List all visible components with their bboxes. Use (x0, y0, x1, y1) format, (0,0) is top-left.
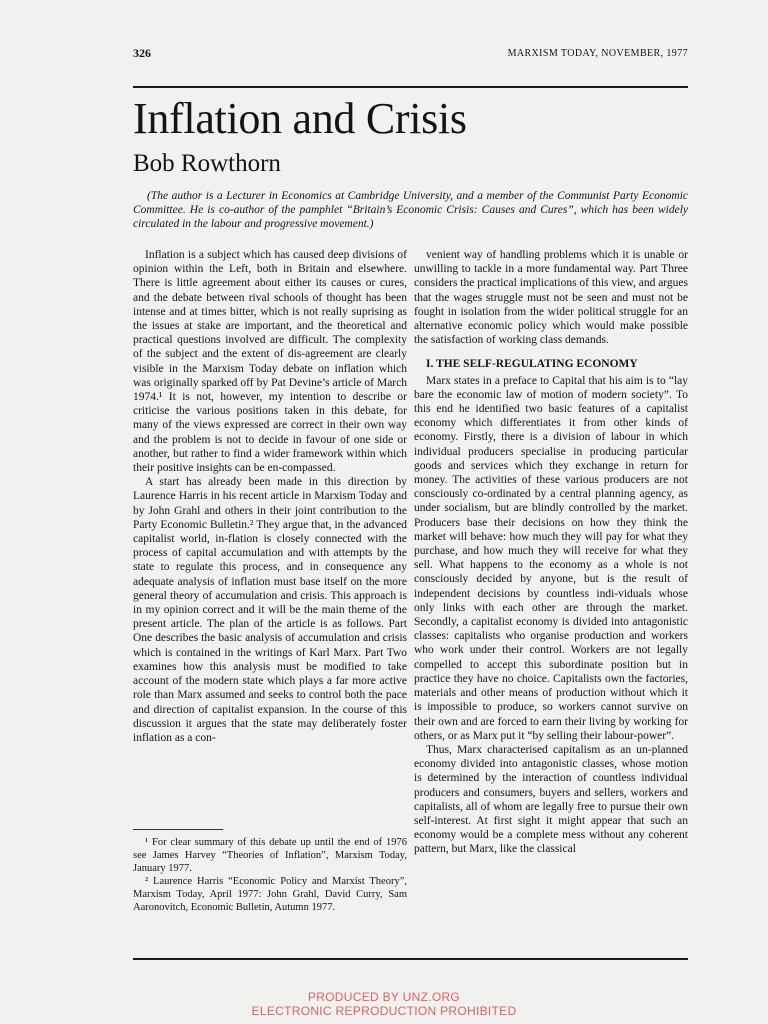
footnote: ² Laurence Harris “Economic Policy and Marxist Theory”, Marxism Today, April 1977: John Grahl, David Curry, Sam Aaronovitch, Economic Bulletin, Autumn 1977. (133, 876, 407, 913)
watermark-line: PRODUCED BY UNZ.ORG (307, 990, 461, 1004)
author-note: (The author is a Lecturer in Economics at Cambridge University, and a member of the Communist Party Economic Committee. He is co-author of the pamphlet “Britain’s Economic Crisis: Causes and Cures”, which has been widely circulated in the labour and progressive movement.) (133, 190, 688, 230)
body-paragraph: Inflation is a subject which has caused deep divisions of opinion within the Left, both in Britain and elsewhere. There is little agreement about either its causes or cures, and the debate between rival schools of thought has been intense and at times bitter, which is not really suprising as the issues at stake are important, and the theoretical and practical questions involved are difficult. The complexity of the subject and the extent of dis-agreement are clearly visible in the Marxism Today debate on inflation which was originally sparked off by Pat Devine’s article of March 1974.¹ It is not, however, my intention to describe or criticise the various positions taken in this debate, for many of the views expressed are correct in their own way and the problem is not to decide in favour of one side or another, but rather to find a wider framework within which their positive insights can be en-compassed. (133, 249, 407, 475)
left-column (133, 248, 407, 745)
body-paragraph: venient way of handling problems which it is unable or unwilling to tackle in a more fundamental way. Part Three considers the practical implications of this view, and argues that the wages struggle must not be seen and must not be fought in isolation from the wider political struggle for an alternative economic policy which would make possible the satisfaction of working class demands. (414, 249, 689, 347)
top-rule (133, 86, 688, 88)
section-heading: I. THE SELF-REGULATING ECONOMY (426, 358, 638, 371)
running-head: MARXISM TODAY, NOVEMBER, 1977 (507, 48, 688, 59)
article-author: Bob Rowthorn (133, 150, 281, 177)
footnote-rule (133, 829, 223, 830)
bottom-rule (133, 958, 688, 960)
body-paragraph: A start has already been made in this direction by Laurence Harris in his recent article in Marxism Today and by John Grahl and others in their joint contribution to the Party Economic Bulletin.² They argue that, in the advanced capitalist world, in-flation is closely connected with the process of capital accumulation and with attempts by the state to regulate this process, and in consequence any adequate analysis of inflation must base itself on the more general theory of accumulation and crisis. This approach is in my opinion correct and it will be the main theme of the present article. The plan of the article is as follows. Part One describes the basic analysis of accumulation and crisis which is contained in the writings of Karl Marx. Part Two examines how this analysis must be modified to take account of the modern state which plays a far more active role than Marx assumed and seeks to control both the pace and direction of capitalist expansion. In the course of this discussion it argues that the state may deliberately foster inflation as a con- (133, 476, 407, 744)
body-paragraph: Thus, Marx characterised capitalism as an un-planned economy divided into antagonistic classes, whose motion is determined by the interaction of countless individual producers and consumers, buyers and sellers, workers and capitalists, all of whom are legally free to pursue their own self-interest. At first sight it might appear that such an economy would be a complete mess without any coherent pattern, but Marx, like the classical (414, 743, 688, 856)
footnote: ¹ For clear summary of this debate up until the end of 1976 see James Harvey “Theories of Inflation”, Marxism Today, January 1977. (133, 837, 407, 874)
watermark-line: ELECTRONIC REPRODUCTION PROHIBITED (251, 1004, 517, 1018)
right-column (414, 248, 688, 857)
page-number: 326 (133, 46, 151, 60)
body-paragraph: Marx states in a preface to Capital that his aim is to “lay bare the economic law of motion of modern society”. To this end he identified two basic features of a capitalist economy which differentiates it from other kinds of economy. Firstly, there is a division of labour in which individual producers specialise in producing particular goods and services which they exchange in return for money. The activities of these various producers are not consciously co-ordinated by a central planning agency, as under socialism, but are blindly controlled by the market. Producers base their decisions on how they think the market will behave: how much they will pay for what they purchase, and how much they will receive for what they sell. What happens to the economy as a whole is not consciously decided by anyone, but is the result of independent decisions by countless indi-viduals whose only links with each other are through the market. Secondly, a capitalist economy is divided into antagonistic classes: capitalists who organise production and workers who work under their control. Workers are not legally compelled to accept this subordinate position but in practice they have no choice. Capitalists own the factories, materials and other means of production without which it is impossible to produce, so workers cannot survive on their own and are forced to earn their living by working for others, or as Marx put it “by selling their labour-power”. (414, 374, 688, 742)
article-title: Inflation and Crisis (133, 94, 467, 143)
footnotes (133, 836, 407, 914)
watermark (0, 990, 768, 1018)
